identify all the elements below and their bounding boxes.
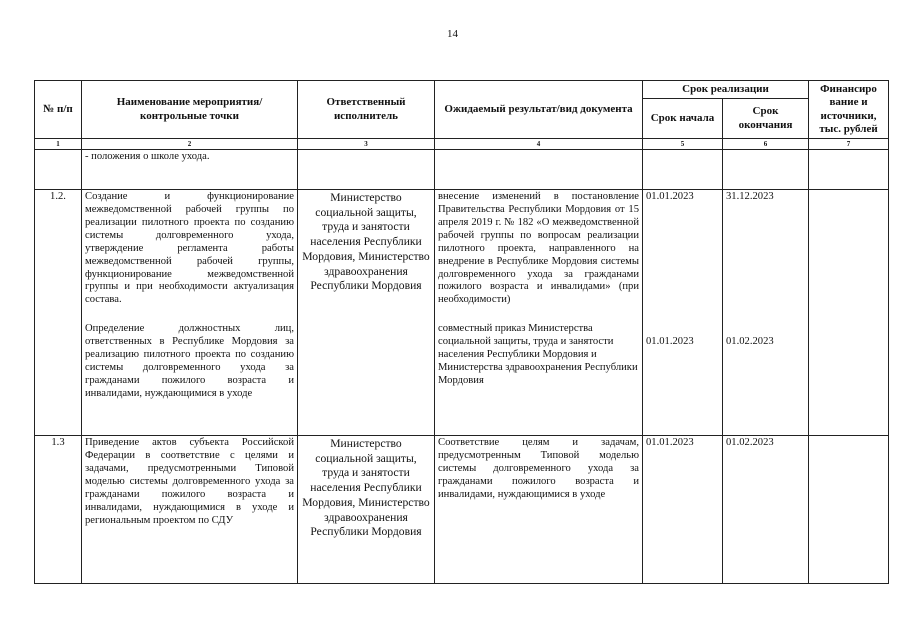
column-number: 3 <box>298 139 435 150</box>
row-name <box>82 150 298 190</box>
row-name <box>82 190 298 436</box>
table-row <box>35 150 889 190</box>
row-finance <box>809 190 889 436</box>
header-name: Наименование мероприятия/ контрольные точки <box>82 81 298 139</box>
header-executor: Ответственный исполнитель <box>298 81 435 139</box>
row-start-date: 01.01.2023 <box>646 437 694 448</box>
row-name-item: Определение должностных лиц, ответственных в Республике Мордовия за реализацию пилотного проекта по созданию системы долговременного ухода за гражданами пожилого возраста и инвалидами, нуждающимися в уходе <box>85 323 294 399</box>
row-start-date: 01.01.2023 <box>646 335 694 347</box>
header-term-group: Срок реализации <box>643 81 809 99</box>
row-end-date: 31.12.2023 <box>726 191 774 202</box>
row-result <box>435 190 643 436</box>
row-finance <box>809 150 889 190</box>
action-plan-table <box>34 80 889 584</box>
column-number: 6 <box>723 139 809 150</box>
column-number: 1 <box>35 139 82 150</box>
row-num: 1.3 <box>35 436 82 584</box>
table-row <box>35 190 889 436</box>
table-row <box>35 436 889 584</box>
row-start-dates <box>643 190 723 436</box>
row-end-date: 01.02.2023 <box>726 437 774 448</box>
row-end-date <box>723 150 809 190</box>
row-end-dates <box>723 190 809 436</box>
row-start-date: 01.01.2023 <box>646 191 694 202</box>
row-num <box>35 150 82 190</box>
row-name <box>82 436 298 584</box>
column-number-row <box>35 139 889 150</box>
column-number: 2 <box>82 139 298 150</box>
row-executor: Министерство социальной защиты, труда и занятости населения Республики Мордовия, Министерство здравоохранения Республики Мордовия <box>298 190 435 436</box>
row-executor <box>298 150 435 190</box>
header-num: № п/п <box>35 81 82 139</box>
column-number: 5 <box>643 139 723 150</box>
column-number: 7 <box>809 139 889 150</box>
header-result: Ожидаемый результат/вид документа <box>435 81 643 139</box>
row-end-date: 01.02.2023 <box>726 335 774 347</box>
row-start-dates <box>643 436 723 584</box>
header-term-start: Срок начала <box>643 99 723 139</box>
row-result-item: совместный приказ Министерства социальной защиты, труда и занятости населения Республики Мордовия и Министерства здравоохранения Республики Мордовия <box>438 323 638 386</box>
header-term-end: Срок окончания <box>723 99 809 139</box>
row-name-item: - положения о школе ухода. <box>85 151 210 162</box>
row-name-item: Приведение актов субъекта Российской Федерации в соответствие с целями и задачами, предусмотренными Типовой моделью системы долговременного ухода за гражданами пожилого возраста и инвалидами, нуждающимися в уходе и региональным проектом по СДУ <box>85 437 294 526</box>
row-name-item: Создание и функционирование межведомственной рабочей группы по реализации пилотного проекта по созданию системы долговременного ухода, утверждение регламента работы межведомственной рабочей группы, функционирование межведомственной группы и при необходимости актуализация состава. <box>85 191 294 306</box>
row-executor: Министерство социальной защиты, труда и занятости населения Республики Мордовия, Министерство здравоохранения Республики Мордовия <box>298 436 435 584</box>
row-result <box>435 150 643 190</box>
row-finance <box>809 436 889 584</box>
header-finance: Финансиро вание и источники, тыс. рублей <box>809 81 889 139</box>
row-result-item: внесение изменений в постановление Правительства Республики Мордовия от 15 апреля 2019 г. № 182 «О межведомственной рабочей группы по вопросам реализации пилотного проекта, направленного на внедрение в Республике Мордовия системы долговременного ухода за гражданами пожилого возраста и инвалидами» (при необходимости) <box>438 191 639 306</box>
row-result <box>435 436 643 584</box>
row-end-dates <box>723 436 809 584</box>
row-num: 1.2. <box>35 190 82 436</box>
row-result-item: Соответствие целям и задачам, предусмотренным Типовой моделью системы долговременного ухода за гражданами пожилого возраста и инвалидами, нуждающимися в уходе <box>438 437 639 500</box>
row-start-date <box>643 150 723 190</box>
page-number: 14 <box>447 28 458 40</box>
column-number: 4 <box>435 139 643 150</box>
